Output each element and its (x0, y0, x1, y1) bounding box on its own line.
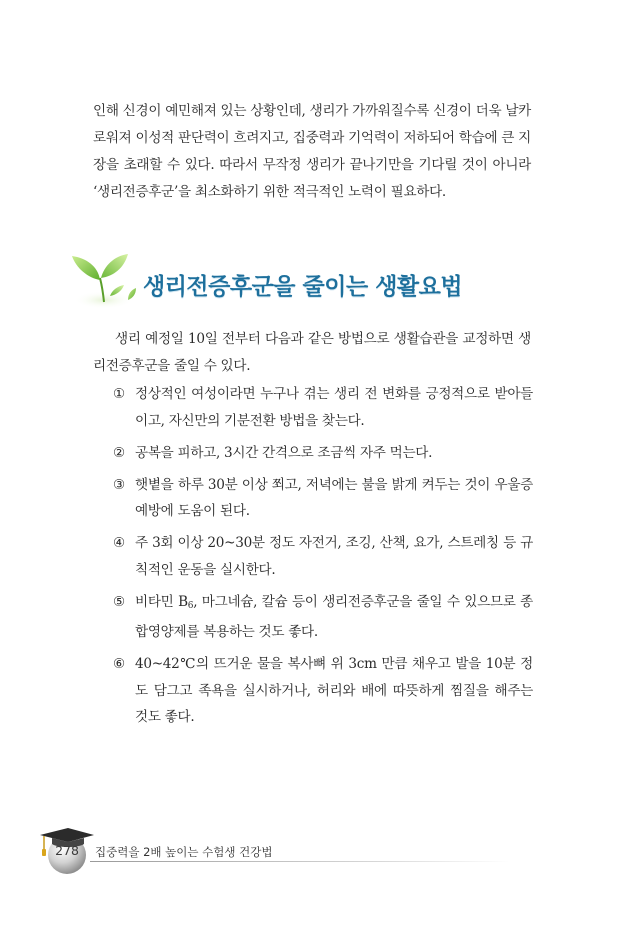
list-item-text: 40~42℃의 뜨거운 물을 복사뼈 위 3cm 만큼 채우고 발을 10분 정도 담그고 족욕을 실시하거나, 허리와 배에 따뜻하게 찜질을 해주는 것도 좋다. (135, 656, 533, 725)
book-title: 집중력을 2배 높이는 수험생 건강법 (95, 845, 273, 859)
section-title: 생리전증후군을 줄이는 생활요법 (143, 274, 463, 300)
list-item (113, 472, 533, 525)
list-item-text: 주 3회 이상 20~30분 정도 자전거, 조깅, 산책, 요가, 스트레칭 등 규칙적인 운동을 실시한다. (135, 535, 533, 578)
page-footer (32, 826, 592, 876)
list-marker: ① (113, 386, 125, 402)
list-item-text: 공복을 피하고, 3시간 간격으로 조금씩 자주 먹는다. (135, 444, 433, 461)
list-item (113, 530, 533, 583)
list-item-text: 햇볕을 하루 30분 이상 쬐고, 저녁에는 불을 밝게 켜두는 것이 우울증 예방에 도움이 된다. (135, 476, 533, 519)
vitamin-subscript: 6 (187, 600, 194, 611)
list-item (113, 651, 533, 731)
list-item-text (135, 594, 533, 641)
list-marker: ⑤ (113, 593, 125, 610)
intro-paragraph: 인해 신경이 예민해져 있는 상황인데, 생리가 가까워질수록 신경이 더욱 날카로워져 이성적 판단력이 흐려지고, 집중력과 기억력이 저하되어 학습에 큰 지장을 초래할 수 있다. 따라서 무작정 생리가 끝나기만을 기다릴 것이 아니라 ‘생리전증후군’을 최소화하기 위한 적극적인 노력이 필요하다. (93, 103, 531, 200)
footer-divider (90, 861, 510, 862)
list-item (113, 381, 533, 434)
tips-list (113, 381, 533, 736)
list-marker: ④ (113, 535, 125, 551)
page-number: 278 (55, 843, 79, 858)
list-marker: ③ (113, 476, 125, 493)
list-marker: ② (113, 444, 125, 461)
list-item-text: 정상적인 여성이라면 누구나 겪는 생리 전 변화를 긍정적으로 받아들이고, 자신만의 기분전환 방법을 찾는다. (135, 386, 533, 429)
list-item (113, 589, 533, 646)
vitamin-text: 비타민 B (135, 593, 188, 610)
section-heading (70, 250, 540, 316)
list-marker: ⑥ (113, 656, 125, 672)
section-lead: 생리 예정일 10일 전부터 다음과 같은 방법으로 생활습관을 교정하면 생리전증후군을 줄일 수 있다. (93, 331, 531, 374)
list-item (113, 440, 533, 467)
list-item-text-rest: , 마그네슘, 칼슘 등이 생리전증후군을 줄일 수 있으므로 종합영양제를 복용하는 것도 좋다. (135, 593, 533, 640)
sprout-icon (70, 250, 144, 312)
